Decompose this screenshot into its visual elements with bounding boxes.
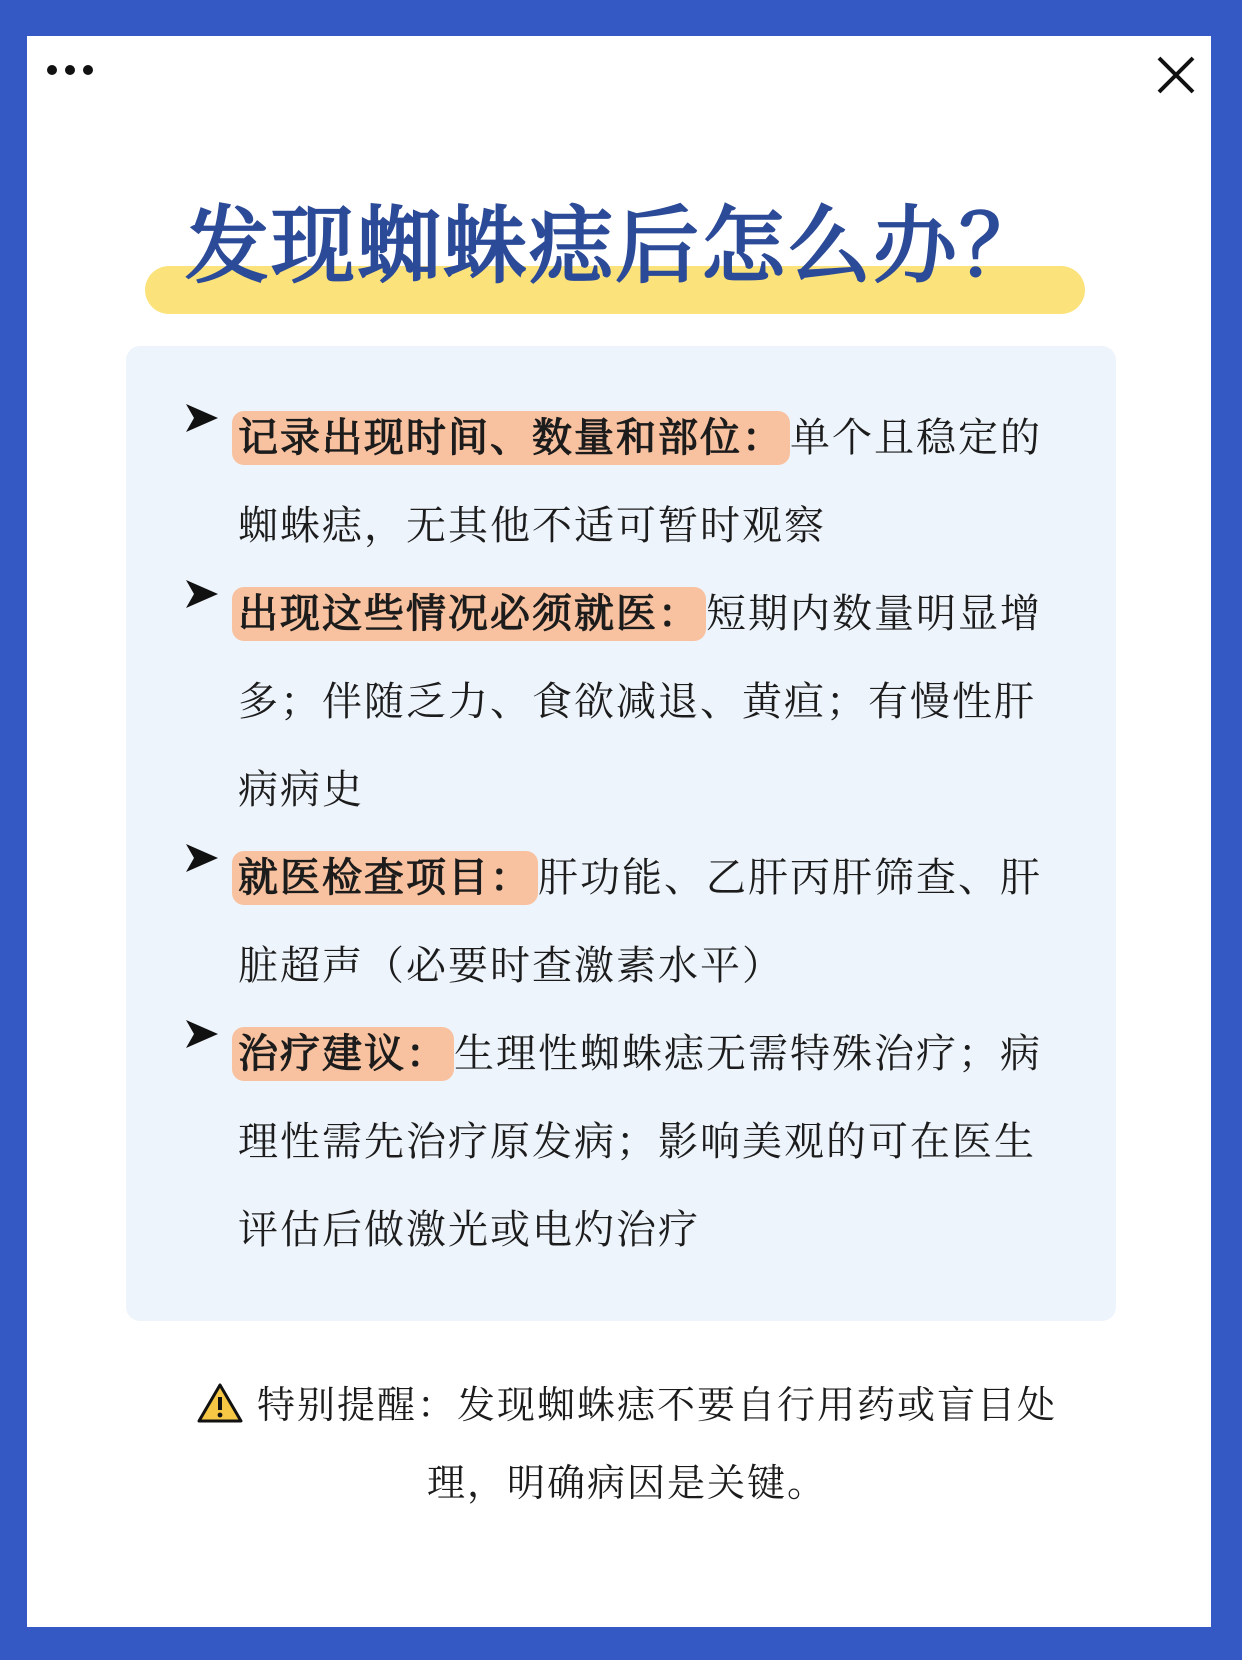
arrow-icon [184, 400, 220, 436]
item-desc: 单个且稳定的蜘蛛痣，无其他不适可暂时观察 [238, 415, 1042, 549]
item-label: 就医检查项目： [232, 851, 538, 905]
page-title: 发现蜘蛛痣后怎么办？ [184, 197, 1045, 295]
arrow-icon [184, 1016, 220, 1052]
item-label: 出现这些情况必须就医： [232, 587, 706, 641]
item-desc: 短期内数量明显增多；伴随乏力、食欲减退、黄疸；有慢性肝病病史 [238, 591, 1042, 813]
tips-panel [126, 346, 1116, 1321]
reminder-text: 特别提醒：发现蜘蛛痣不要自行用药或盲目处理，明确病因是关键。 [257, 1383, 1058, 1505]
item-label: 记录出现时间、数量和部位： [232, 411, 790, 465]
close-icon[interactable] [1151, 50, 1201, 100]
title-block [145, 178, 1085, 318]
arrow-icon [184, 840, 220, 876]
reminder [197, 1366, 1057, 1522]
card [27, 36, 1211, 1627]
arrow-icon [184, 576, 220, 612]
list-item [176, 834, 1076, 1010]
item-desc: 生理性蜘蛛痣无需特殊治疗；病理性需先治疗原发病；影响美观的可在医生评估后做激光或电灼治疗 [238, 1031, 1042, 1253]
list-item [176, 394, 1076, 570]
warning-icon [197, 1382, 243, 1424]
list-item [176, 570, 1076, 834]
item-desc: 肝功能、乙肝丙肝筛查、肝脏超声（必要时查激素水平） [238, 855, 1042, 989]
item-label: 治疗建议： [232, 1027, 454, 1081]
more-icon[interactable] [47, 64, 95, 76]
list-item [176, 1010, 1076, 1274]
